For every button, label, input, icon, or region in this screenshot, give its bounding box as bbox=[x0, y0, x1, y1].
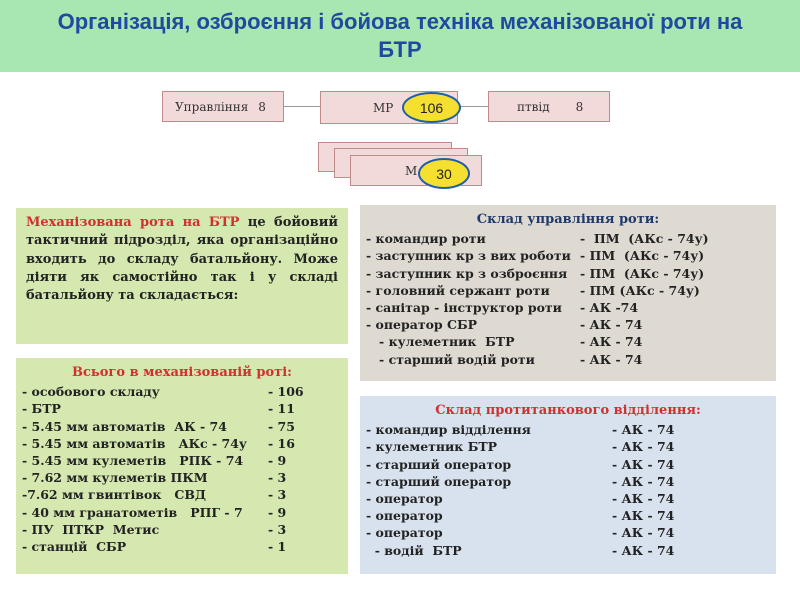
totals-row bbox=[22, 504, 342, 521]
antitank-row-label: - оператор bbox=[366, 491, 443, 507]
totals-row-value: - 3 bbox=[268, 487, 287, 503]
antitank-row-value: - АК - 74 bbox=[612, 422, 675, 438]
org-antitank-count: 8 bbox=[575, 99, 584, 114]
management-row-label: - санітар - інструктор роти bbox=[366, 300, 562, 316]
management-title: Склад управління роти: bbox=[476, 212, 660, 227]
management-row bbox=[366, 247, 770, 264]
management-row-label: - оператор СБР bbox=[366, 317, 478, 333]
antitank-row-label: - оператор bbox=[366, 525, 443, 541]
totals-row bbox=[22, 383, 342, 400]
antitank-row-label: - кулеметник БТР bbox=[366, 439, 498, 455]
description-panel bbox=[16, 208, 348, 344]
totals-row-value: - 9 bbox=[268, 453, 287, 469]
totals-row-label: -7.62 мм гвинтівок СВД bbox=[22, 487, 207, 503]
totals-row-label: - 40 мм гранатометів РПГ - 7 bbox=[22, 504, 243, 520]
management-row-label: - заступник кр з озброєння bbox=[366, 265, 568, 281]
totals-row-label: - 5.45 мм автоматів АК - 74 bbox=[22, 418, 227, 434]
management-row-label: - головний сержант роти bbox=[366, 282, 550, 298]
antitank-row-value: - АК - 74 bbox=[612, 542, 675, 558]
totals-row bbox=[22, 538, 342, 555]
management-row bbox=[366, 282, 770, 299]
management-row-label: - заступник кр з вих роботи bbox=[366, 248, 571, 264]
management-list bbox=[366, 230, 770, 368]
org-antitank-label: птвід bbox=[517, 99, 550, 114]
totals-row bbox=[22, 521, 342, 538]
management-row bbox=[366, 333, 770, 350]
management-row-value: - АК - 74 bbox=[580, 351, 643, 367]
org-connector-left bbox=[284, 106, 320, 107]
totals-row-value: - 106 bbox=[268, 384, 304, 400]
totals-row-value: - 75 bbox=[268, 418, 295, 434]
org-platoon-label: М bbox=[405, 163, 418, 178]
page-title bbox=[0, 8, 800, 64]
management-row-label: - старший водій роти bbox=[366, 351, 535, 367]
antitank-row-value: - АК - 74 bbox=[612, 508, 675, 524]
totals-row-label: - 5.45 мм автоматів АКс - 74у bbox=[22, 435, 247, 451]
antitank-row-value: - АК - 74 bbox=[612, 456, 675, 472]
totals-row-value: - 9 bbox=[268, 504, 287, 520]
totals-row-value: - 16 bbox=[268, 435, 295, 451]
description-body: це бойовий тактичний підрозділ, яка організаційно входить до складу батальйону. Може діяти як самостійно так і у складі батальйону та складається: bbox=[26, 215, 339, 304]
org-company-badge: 106 bbox=[402, 92, 461, 123]
management-row-value: - ПМ (АКс - 74у) bbox=[580, 282, 700, 298]
antitank-row-value: - АК - 74 bbox=[612, 525, 675, 541]
antitank-row bbox=[366, 421, 770, 438]
antitank-row-value: - АК - 74 bbox=[612, 439, 675, 455]
totals-row-value: - 3 bbox=[268, 521, 287, 537]
totals-row-value: - 3 bbox=[268, 470, 287, 486]
antitank-row bbox=[366, 524, 770, 541]
totals-row-label: - 5.45 мм кулеметів РПК - 74 bbox=[22, 453, 244, 469]
description-lead: Механізована рота на БТР bbox=[26, 215, 240, 230]
management-row-value: - ПМ (АКс - 74у) bbox=[580, 248, 705, 264]
management-row-value: - ПМ (АКс - 74у) bbox=[580, 231, 709, 247]
antitank-panel bbox=[360, 396, 776, 574]
org-management-count: 8 bbox=[258, 99, 266, 114]
antitank-row-label: - оператор bbox=[366, 508, 443, 524]
antitank-list bbox=[366, 421, 770, 559]
totals-panel bbox=[16, 358, 348, 574]
antitank-row bbox=[366, 456, 770, 473]
title-line-1: Організація, озброєння і бойова техніка механізованої роти на bbox=[57, 9, 743, 34]
org-connector-right bbox=[458, 106, 488, 107]
antitank-row bbox=[366, 490, 770, 507]
totals-row-label: - 7.62 мм кулеметів ПКМ bbox=[22, 470, 208, 486]
management-row-label: - командир роти bbox=[366, 231, 486, 247]
totals-row bbox=[22, 452, 342, 469]
management-row bbox=[366, 299, 770, 316]
management-panel bbox=[360, 205, 776, 381]
management-row bbox=[366, 351, 770, 368]
management-row bbox=[366, 265, 770, 282]
antitank-row-value: - АК - 74 bbox=[612, 491, 675, 507]
totals-row-value: - 11 bbox=[268, 401, 295, 417]
totals-row bbox=[22, 469, 342, 486]
org-box-management bbox=[162, 91, 284, 122]
antitank-row bbox=[366, 542, 770, 559]
org-management-label: Управління bbox=[175, 99, 249, 114]
management-row bbox=[366, 230, 770, 247]
antitank-row-label: - командир відділення bbox=[366, 422, 531, 438]
totals-row bbox=[22, 418, 342, 435]
antitank-row-label: - старший оператор bbox=[366, 456, 512, 472]
org-box-antitank bbox=[488, 91, 610, 122]
totals-row-label: - станцій СБР bbox=[22, 539, 127, 555]
antitank-title: Склад протитанкового відділення: bbox=[435, 403, 701, 418]
management-row bbox=[366, 316, 770, 333]
totals-row-label: - особового складу bbox=[22, 384, 160, 400]
antitank-row-label: - старший оператор bbox=[366, 473, 512, 489]
title-line-2: БТР bbox=[378, 37, 422, 62]
totals-row-value: - 1 bbox=[268, 539, 287, 555]
totals-row bbox=[22, 435, 342, 452]
antitank-row bbox=[366, 438, 770, 455]
totals-title: Всього в механізованій роті: bbox=[72, 365, 292, 380]
antitank-row-label: - водій БТР bbox=[366, 542, 462, 558]
totals-row-label: - БТР bbox=[22, 401, 61, 417]
totals-row bbox=[22, 400, 342, 417]
totals-row-label: - ПУ ПТКР Метис bbox=[22, 521, 160, 537]
totals-list bbox=[22, 383, 342, 555]
management-row-value: - АК - 74 bbox=[580, 334, 643, 350]
management-row-value: - ПМ (АКс - 74у) bbox=[580, 265, 705, 281]
antitank-row bbox=[366, 507, 770, 524]
antitank-row bbox=[366, 473, 770, 490]
management-row-label: - кулеметник БТР bbox=[366, 334, 515, 350]
org-company-label: МР bbox=[373, 100, 394, 115]
management-row-value: - АК - 74 bbox=[580, 317, 643, 333]
management-row-value: - АК -74 bbox=[580, 300, 639, 316]
totals-row bbox=[22, 486, 342, 503]
org-platoon-badge: 30 bbox=[418, 158, 470, 189]
antitank-row-value: - АК - 74 bbox=[612, 473, 675, 489]
